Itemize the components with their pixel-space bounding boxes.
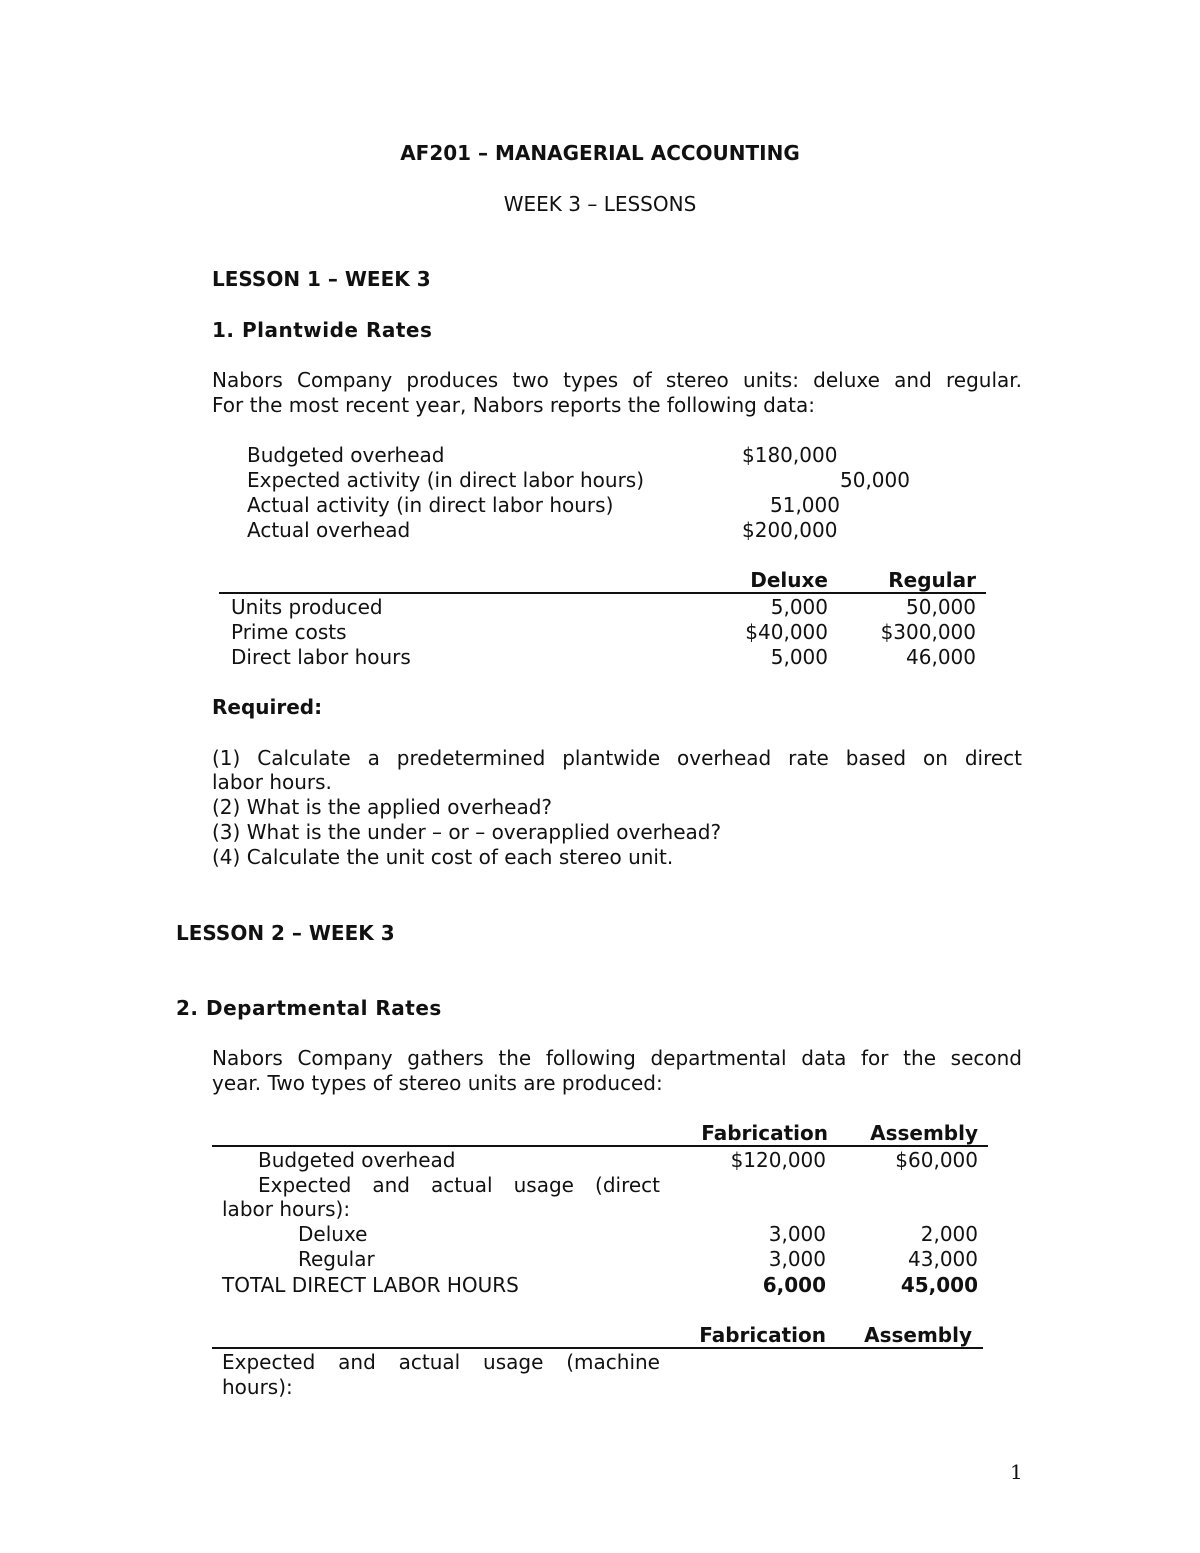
- row-label-usage-direct-cont: labor hours):: [222, 1197, 351, 1221]
- cell-deluxe-fabrication: 3,000: [768, 1222, 826, 1246]
- required-label: Required:: [212, 695, 323, 719]
- lesson1-intro-line1: Nabors Company produces two types of stereo units: deluxe and regular.: [212, 368, 1022, 392]
- table-header-assembly: Assembly: [864, 1323, 972, 1347]
- lesson2-intro-line1: Nabors Company gathers the following departmental data for the second: [212, 1046, 1022, 1070]
- table-row-label: Direct labor hours: [231, 645, 411, 669]
- cell-regular-fabrication: 3,000: [768, 1247, 826, 1271]
- cell-budgeted-fabrication: $120,000: [730, 1148, 826, 1172]
- table-cell-regular: $300,000: [880, 620, 976, 644]
- table-cell-deluxe: $40,000: [745, 620, 828, 644]
- cell-deluxe-assembly: 2,000: [920, 1222, 978, 1246]
- data-value-actual-overhead: $200,000: [742, 518, 838, 542]
- data-label-actual-activity: Actual activity (in direct labor hours): [247, 493, 614, 517]
- table-header-fabrication: Fabrication: [699, 1323, 826, 1347]
- required-item-1: (1) Calculate a predetermined plantwide overhead rate based on direct: [212, 746, 1022, 770]
- required-item-1-cont: labor hours.: [212, 770, 332, 794]
- lesson1-intro-line2: For the most recent year, Nabors reports the following data:: [212, 393, 815, 417]
- required-item-3: (3) What is the under – or – overapplied overhead?: [212, 820, 722, 844]
- cell-total-assembly: 45,000: [900, 1273, 978, 1297]
- row-label-usage-machine: Expected and actual usage (machine: [222, 1350, 660, 1374]
- row-label-deluxe: Deluxe: [298, 1222, 368, 1246]
- lesson1-section-title: 1. Plantwide Rates: [212, 318, 433, 342]
- data-value-budgeted-overhead: $180,000: [742, 443, 838, 467]
- table-header-rule: [219, 592, 986, 594]
- table-cell-regular: 46,000: [906, 645, 976, 669]
- table-cell-regular: 50,000: [906, 595, 976, 619]
- row-label-budgeted-overhead: Budgeted overhead: [258, 1148, 456, 1172]
- table-header-rule: [212, 1347, 983, 1349]
- table-cell-deluxe: 5,000: [770, 645, 828, 669]
- table-header-deluxe: Deluxe: [750, 568, 828, 592]
- table-header-fabrication: Fabrication: [701, 1121, 828, 1145]
- row-label-regular: Regular: [298, 1247, 375, 1271]
- row-label-usage-direct: Expected and actual usage (direct: [258, 1173, 660, 1197]
- cell-total-fabrication: 6,000: [762, 1273, 826, 1297]
- data-label-expected-activity: Expected activity (in direct labor hours): [247, 468, 645, 492]
- table-cell-deluxe: 5,000: [770, 595, 828, 619]
- lesson2-intro-line2: year. Two types of stereo units are produced:: [212, 1071, 663, 1095]
- row-label-usage-machine-cont: hours):: [222, 1375, 293, 1399]
- cell-budgeted-assembly: $60,000: [895, 1148, 978, 1172]
- data-value-actual-activity: 51,000: [770, 493, 840, 517]
- lesson2-section-title: 2. Departmental Rates: [176, 996, 442, 1020]
- table-header-regular: Regular: [888, 568, 976, 592]
- data-value-expected-activity: 50,000: [840, 468, 910, 492]
- required-item-2: (2) What is the applied overhead?: [212, 795, 553, 819]
- table-header-rule: [212, 1145, 988, 1147]
- required-item-4: (4) Calculate the unit cost of each stereo unit.: [212, 845, 674, 869]
- data-label-budgeted-overhead: Budgeted overhead: [247, 443, 445, 467]
- row-label-total-direct-labor-hours: TOTAL DIRECT LABOR HOURS: [222, 1273, 519, 1297]
- table-header-assembly: Assembly: [870, 1121, 978, 1145]
- document-title: AF201 – MANAGERIAL ACCOUNTING: [400, 141, 800, 165]
- data-label-actual-overhead: Actual overhead: [247, 518, 411, 542]
- lesson2-heading: LESSON 2 – WEEK 3: [176, 921, 395, 945]
- document-subtitle: WEEK 3 – LESSONS: [503, 192, 697, 216]
- table-row-label: Units produced: [231, 595, 383, 619]
- page-number: 1: [1010, 1460, 1023, 1484]
- table-row-label: Prime costs: [231, 620, 347, 644]
- lesson1-heading: LESSON 1 – WEEK 3: [212, 267, 431, 291]
- cell-regular-assembly: 43,000: [908, 1247, 978, 1271]
